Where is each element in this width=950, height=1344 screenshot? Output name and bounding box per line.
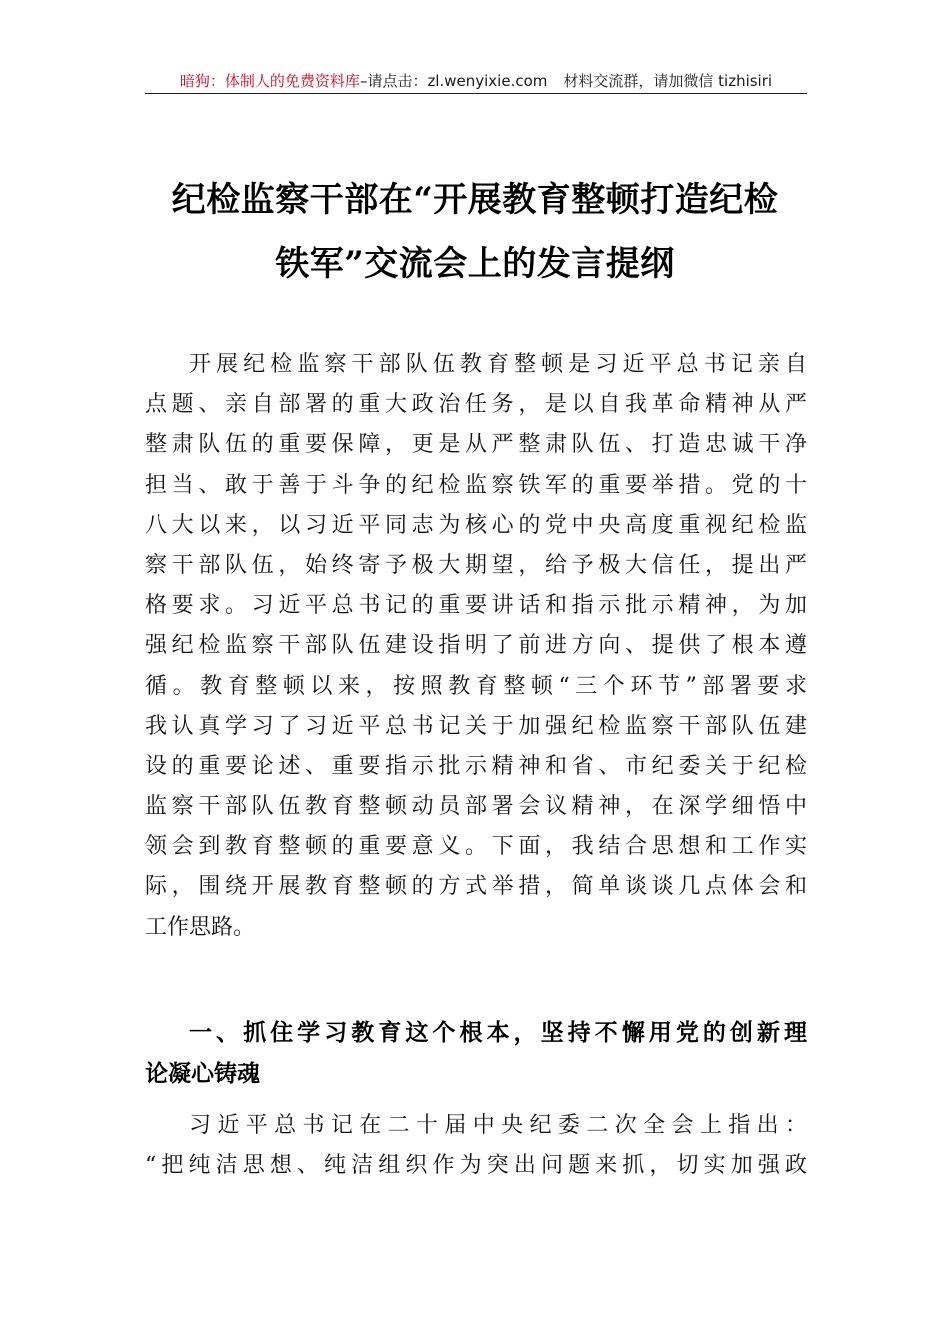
- paragraph-section-1: [145, 1106, 807, 1186]
- text-line: 八大以来，以习近平同志为核心的党中央高度重视纪检监: [145, 512, 807, 538]
- text-line: 设的重要论述、重要指示批示精神和省、市纪委关于纪检: [145, 753, 807, 779]
- text-line: 监察干部队伍教育整顿动员部署会议精神，在深学细悟中: [145, 794, 807, 820]
- title-line-2: 铁军”交流会上的发言提纲: [275, 244, 675, 284]
- heading-line: 论凝心铸魂: [145, 1061, 260, 1087]
- text-line: 开展纪检监察干部队伍教育整顿是习近平总书记亲自: [189, 352, 807, 377]
- text-line: 习近平总书记在二十届中央纪委二次全会上指出：: [189, 1113, 807, 1138]
- text-line: 整肃队伍的重要保障，更是从严整肃队伍、打造忠诚干净: [145, 432, 807, 458]
- text-line: 格要求。习近平总书记的重要讲话和指示批示精神，为加: [145, 593, 807, 619]
- document-title: [140, 168, 810, 296]
- paragraph-intro: [145, 345, 807, 948]
- text-line: 循。教育整顿以来，按照教育整顿“三个环节”部署要求: [145, 673, 807, 699]
- header-link[interactable]: –请点击：zl.wenyixie.com: [359, 72, 548, 90]
- page-header: [145, 68, 807, 94]
- text-line: 强纪检监察干部队伍建设指明了前进方向、提供了根本遵: [145, 633, 807, 659]
- header-contact: 材料交流群，请加微信 tizhisiri: [563, 72, 773, 90]
- heading-line: 一、抓住学习教育这个根本，坚持不懈用党的创新理: [189, 1020, 807, 1046]
- text-line: 察干部队伍，始终寄予极大期望，给予极大信任，提出严: [145, 552, 807, 578]
- text-line: 领会到教育整顿的重要意义。下面，我结合思想和工作实: [145, 834, 807, 860]
- text-line: “把纯洁思想、纯洁组织作为突出问题来抓，切实加强政: [145, 1153, 807, 1179]
- text-line: 际，围绕开展教育整顿的方式举措，简单谈谈几点体会和: [145, 874, 807, 900]
- text-line: 我认真学习了习近平总书记关于加强纪检监察干部队伍建: [145, 713, 807, 739]
- text-line: 工作思路。: [145, 914, 256, 940]
- header-brand: 暗狗：体制人的免费资料库: [179, 72, 360, 90]
- text-line: 担当、敢于善于斗争的纪检监察铁军的重要举措。党的十: [145, 472, 807, 498]
- header-divider: [145, 93, 807, 94]
- title-line-1: 纪检监察干部在“开展教育整顿打造纪检: [171, 180, 779, 220]
- section-heading-1: [145, 1013, 807, 1095]
- text-line: 点题、亲自部署的重大政治任务，是以自我革命精神从严: [145, 392, 807, 418]
